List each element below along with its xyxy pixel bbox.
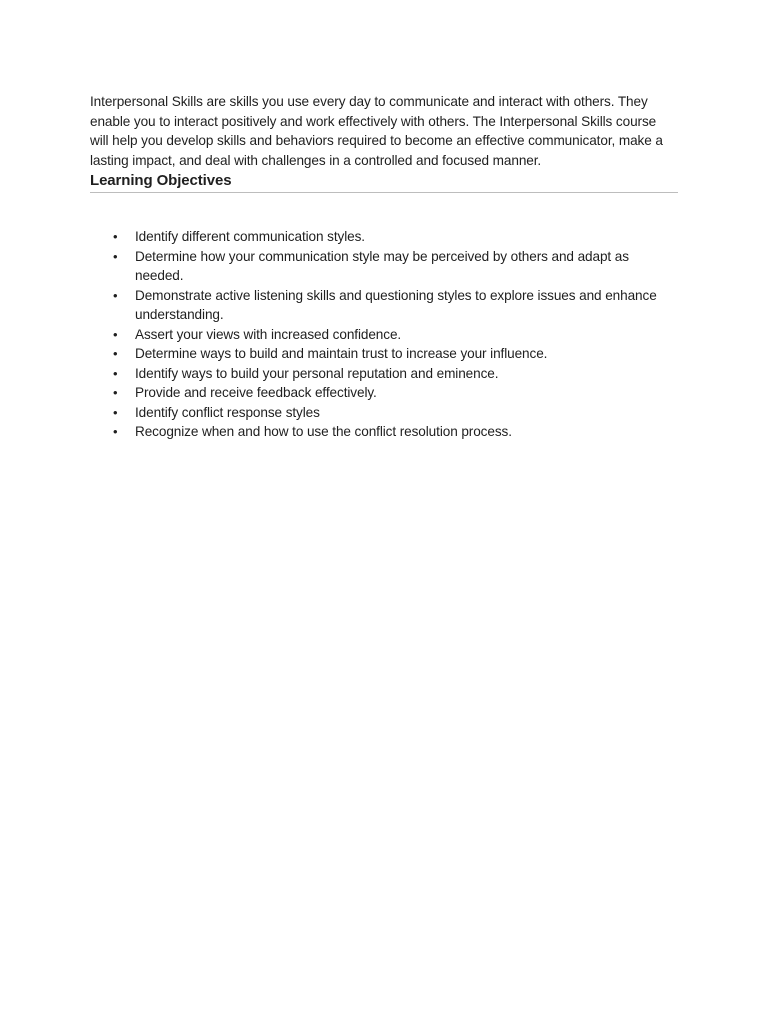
bullet-icon: • (113, 229, 118, 245)
list-item-text: Identify ways to build your personal reputation and eminence. (135, 365, 499, 381)
list-item (90, 403, 678, 423)
bullet-icon: • (113, 365, 118, 381)
list-item (90, 383, 678, 403)
bullet-icon: • (113, 346, 118, 362)
list-item-text: Provide and receive feedback effectively. (135, 385, 377, 401)
bullet-icon: • (113, 287, 118, 303)
bullet-icon: • (113, 326, 118, 342)
list-item (90, 247, 678, 286)
list-item-text: Identify different communication styles. (135, 229, 365, 245)
list-item-text: Determine ways to build and maintain trust to increase your influence. (135, 346, 548, 362)
list-item (90, 227, 678, 247)
document-page (90, 92, 678, 442)
list-item (90, 325, 678, 345)
objectives-list (90, 227, 678, 442)
list-item (90, 344, 678, 364)
list-item-text: Demonstrate active listening skills and questioning styles to explore issues and enhance understanding. (135, 287, 657, 323)
bullet-icon: • (113, 424, 118, 440)
list-item (90, 286, 678, 325)
bullet-icon: • (113, 404, 118, 420)
list-item-text: Assert your views with increased confidence. (135, 326, 402, 342)
bullet-icon: • (113, 248, 118, 264)
list-item-text: Identify conflict response styles (135, 404, 320, 420)
list-item (90, 364, 678, 384)
intro-paragraph: Interpersonal Skills are skills you use every day to communicate and interact with others. They enable you to interact positively and work effectively with others. The Interpersonal Skills course will help you develop skills and behaviors required to become an effective communicator, make a lasting impact, and deal with challenges in a controlled and focused manner. (90, 94, 663, 168)
bullet-icon: • (113, 385, 118, 401)
section-heading: Learning Objectives (90, 170, 678, 193)
list-item-text: Recognize when and how to use the conflict resolution process. (135, 424, 512, 440)
list-item-text: Determine how your communication style may be perceived by others and adapt as needed. (135, 248, 629, 284)
list-item (90, 422, 678, 442)
